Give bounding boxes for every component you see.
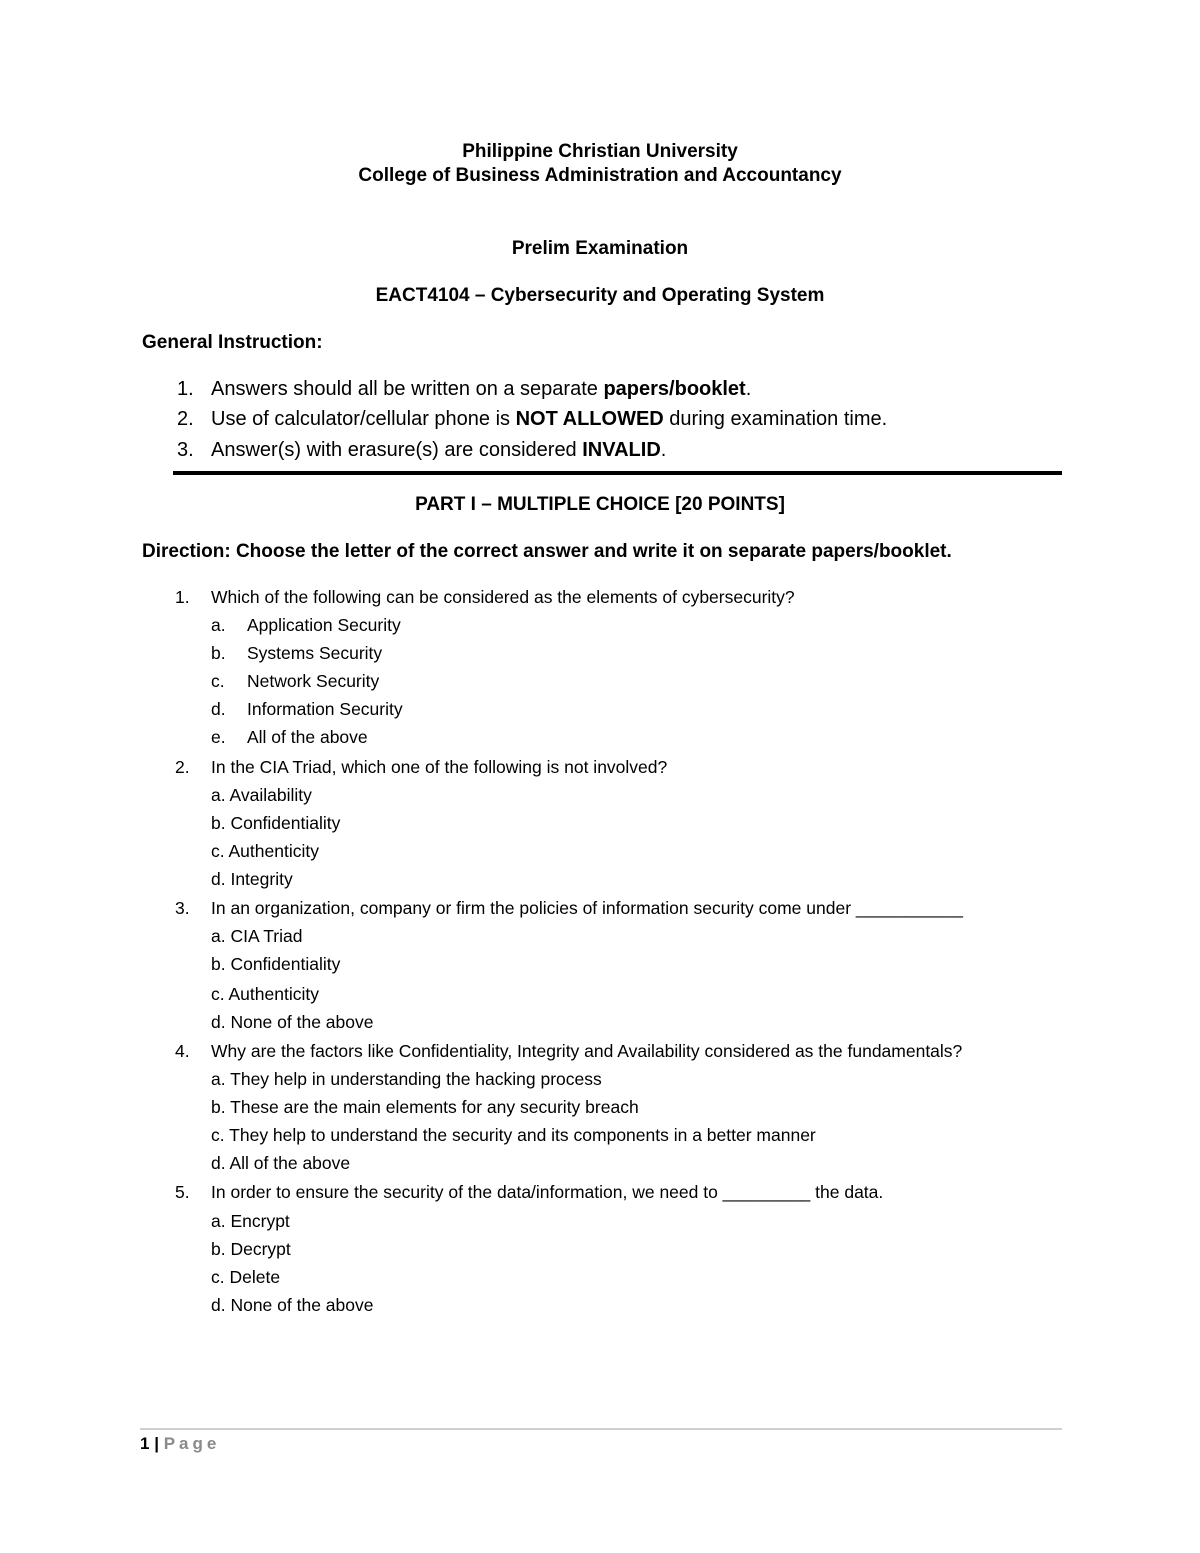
choice-text: a. They help in understanding the hacking process <box>211 1069 602 1089</box>
section-divider <box>173 471 1062 475</box>
choice-text: a. Encrypt <box>211 1211 290 1231</box>
page-word: Page <box>163 1434 221 1453</box>
choice-text: Application Security <box>247 615 401 635</box>
question-text: In an organization, company or firm the policies of information security come under ___________ <box>211 898 963 918</box>
instruction-item: Answers should all be written on a separate papers/booklet. <box>211 378 752 400</box>
choice-letter: c. <box>211 671 225 691</box>
choice-text: d. None of the above <box>211 1012 374 1032</box>
part-title: PART I – MULTIPLE CHOICE [20 POINTS] <box>415 494 785 515</box>
choice-letter: b. <box>211 643 226 663</box>
choice-text: c. Delete <box>211 1267 281 1287</box>
question-number: 5. <box>175 1182 190 1202</box>
question-text: In order to ensure the security of the data/information, we need to _________ the data. <box>211 1182 884 1202</box>
instruction-item-number: 1. <box>177 378 194 400</box>
instruction-item: Answer(s) with erasure(s) are considered INVALID. <box>211 439 667 461</box>
question-number: 4. <box>175 1041 190 1061</box>
choice-letter: e. <box>211 727 226 747</box>
question-number: 1. <box>175 587 190 607</box>
instruction-item: Use of calculator/cellular phone is NOT ALLOWED during examination time. <box>211 408 888 430</box>
direction-text: Direction: Choose the letter of the correct answer and write it on separate papers/booklet. <box>142 541 952 562</box>
choice-text: b. Confidentiality <box>211 813 341 833</box>
choice-text: a. Availability <box>211 785 312 805</box>
choice-text: c. They help to understand the security and its components in a better manner <box>211 1125 816 1145</box>
course-title: EACT4104 – Cybersecurity and Operating System <box>375 285 825 306</box>
university-name: Philippine Christian University <box>462 141 738 162</box>
choice-text: b. These are the main elements for any security breach <box>211 1097 639 1117</box>
question-text: Which of the following can be considered as the elements of cybersecurity? <box>211 587 795 607</box>
question-text: Why are the factors like Confidentiality, Integrity and Availability considered as the fundamentals? <box>211 1041 963 1061</box>
instruction-item-number: 2. <box>177 408 194 430</box>
choice-text: Systems Security <box>247 643 383 663</box>
choice-text: All of the above <box>247 727 368 747</box>
general-instruction-heading: General Instruction: <box>142 332 323 353</box>
choice-text: d. Integrity <box>211 869 293 889</box>
choice-letter: a. <box>211 615 226 635</box>
choice-text: Information Security <box>247 699 403 719</box>
choice-text: a. CIA Triad <box>211 926 303 946</box>
question-number: 3. <box>175 898 190 918</box>
choice-text: b. Confidentiality <box>211 954 341 974</box>
college-name: College of Business Administration and Accountancy <box>358 165 842 186</box>
question-number: 2. <box>175 757 190 777</box>
question-text: In the CIA Triad, which one of the following is not involved? <box>211 757 668 777</box>
footer-divider <box>140 1428 1062 1430</box>
exam-title: Prelim Examination <box>511 238 689 259</box>
choice-text: c. Authenticity <box>211 984 319 1004</box>
page-footer <box>140 1434 220 1454</box>
choice-text: c. Authenticity <box>211 841 319 861</box>
choice-text: b. Decrypt <box>211 1239 291 1259</box>
page-separator: | <box>154 1434 159 1453</box>
choice-text: d. All of the above <box>211 1153 351 1173</box>
instruction-item-number: 3. <box>177 439 194 461</box>
choice-text: Network Security <box>247 671 380 691</box>
choice-text: d. None of the above <box>211 1295 374 1315</box>
choice-letter: d. <box>211 699 226 719</box>
page-number: 1 <box>140 1434 150 1453</box>
